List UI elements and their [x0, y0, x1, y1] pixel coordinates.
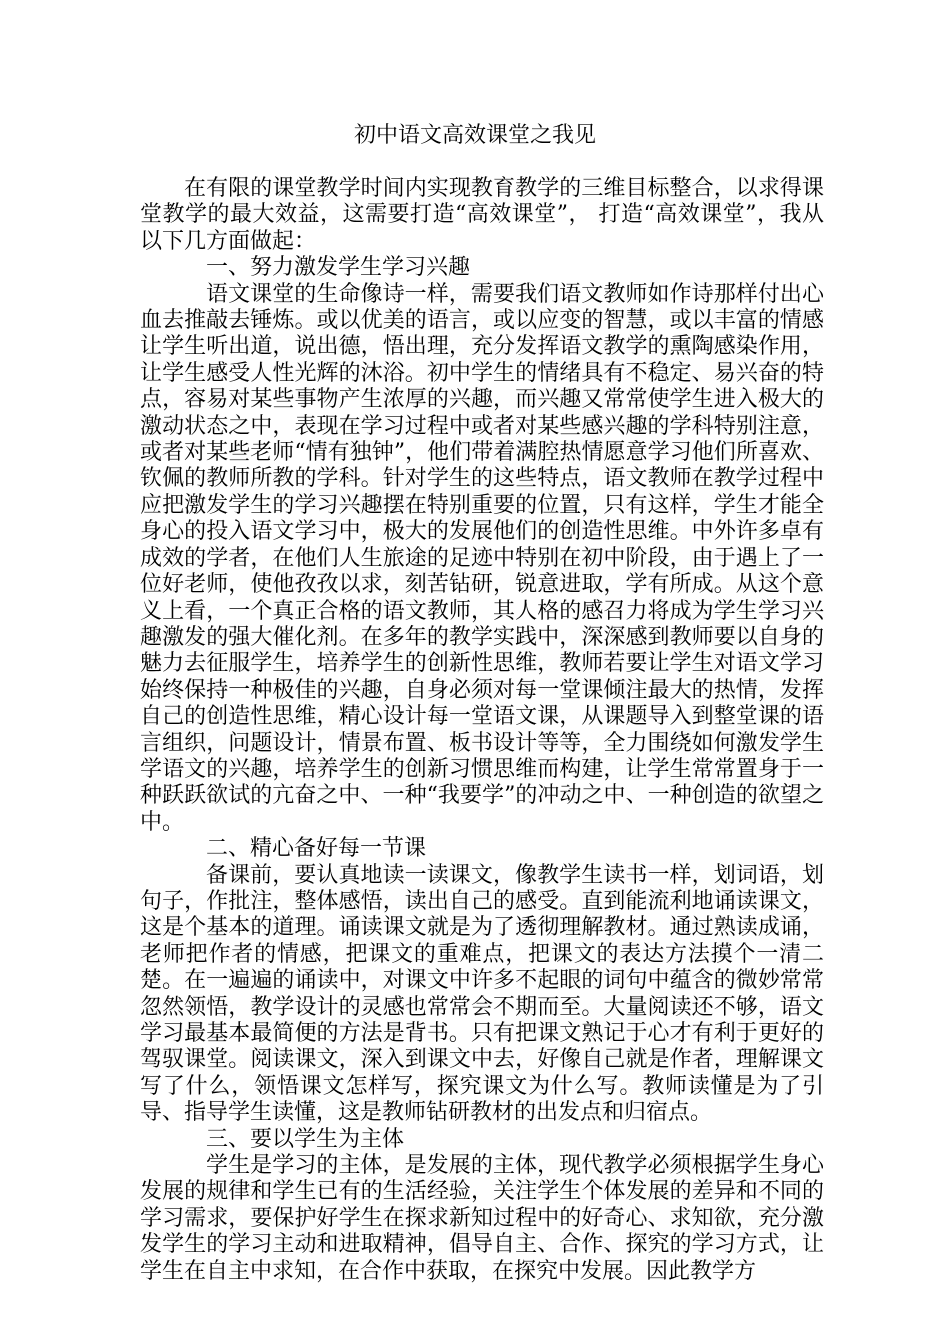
section-heading-3: 三、要以学生为主体 [206, 1126, 405, 1152]
section-body-1: 语文课堂的生命像诗一样，需要我们语文教师如作诗那样付出心血去推敲去锤炼。或以优美的语言，或以应变的智慧，或以丰富的情感让学生听出道，说出德，悟出理，充分发挥语文教学的熏陶感染作用，让学生感受人性光辉的沐浴。初中学生的情绪具有不稳定、易兴奋的特点，容易对某些事物产生浓厚的兴趣，而兴趣又常常使学生进入极大的激动状态之中，表现在学习过程中或者对某些感兴趣的学科特别注意，或者对某些老师“情有独钟”，他们带着满腔热情愿意学习他们所喜欢、钦佩的教师所教的学科。针对学生的这些特点，语文教师在教学过程中应把激发学生的学习兴趣摆在特别重要的位置，只有这样，学生才能全身心的投入语文学习中，极大的发展他们的创造性思维。中外许多卓有成效的学者，在他们人生旅途的足迹中特别在初中阶段，由于遇上了一位好老师，使他孜孜以求，刻苦钻研，锐意进取，学有所成。从这个意义上看，一个真正合格的语文教师，其人格的感召力将成为学生学习兴趣激发的强大催化剂。在多年的教学实践中，深深感到教师要以自身的魅力去征服学生，培养学生的创新性思维，教师若要让学生对语文学习始终保持一种极佳的兴趣，自身必须对每一堂课倾注最大的热情，发挥自己的创造性思维，精心设计每一堂语文课，从课题导入到整堂课的语言组织，问题设计，情景布置、板书设计等等，全力围绕如何激发学生学语文的兴趣，培养学生的创新习惯思维而构建，让学生常常置身于一种跃跃欲试的亢奋之中、一种“我要学”的冲动之中、一种创造的欲望之中。 [140, 281, 824, 835]
section-body-2: 备课前，要认真地读一读课文，像教学生读书一样，划词语，划句子，作批注，整体感悟，读出自己的感受。直到能流利地诵读课文，这是个基本的道理。诵读课文就是为了透彻理解教材。通过熟读成诵，老师把作者的情感，把课文的重难点，把课文的表达方法摸个一清二楚。在一遍遍的诵读中，对课文中许多不起眼的词句中蕴含的微妙常常忽然领悟，教学设计的灵感也常常会不期而至。大量阅读还不够，语文学习最基本最简便的方法是背书。只有把课文熟记于心才有利于更好的驾驭课堂。阅读课文，深入到课文中去，好像自己就是作者，理解课文写了什么，领悟课文怎样写，探究课文为什么写。教师读懂是为了引导、指导学生读懂，这是教师钻研教材的出发点和归宿点。 [140, 862, 824, 1126]
intro-paragraph: 在有限的课堂教学时间内实现教育教学的三维目标整合，以求得课堂教学的最大效益，这需要打造“高效课堂”， 打造“高效课堂”，我从以下几方面做起： [140, 176, 824, 254]
section-heading-2: 二、精心备好每一节课 [206, 836, 427, 862]
document-title: 初中语文高效课堂之我见 [353, 123, 596, 148]
document-body [140, 176, 824, 1285]
section-body-3: 学生是学习的主体，是发展的主体，现代教学必须根据学生身心发展的规律和学生已有的生活经验，关注学生个体发展的差异和不同的学习需求，要保护好学生在探求新知过程中的好奇心、求知欲，充分激发学生的学习主动和进取精神，倡导自主、合作、探究的学习方式，让学生在自主中求知，在合作中获取，在探究中发展。因此教学方 [140, 1153, 824, 1284]
section-heading-1: 一、努力激发学生学习兴趣 [206, 255, 471, 281]
